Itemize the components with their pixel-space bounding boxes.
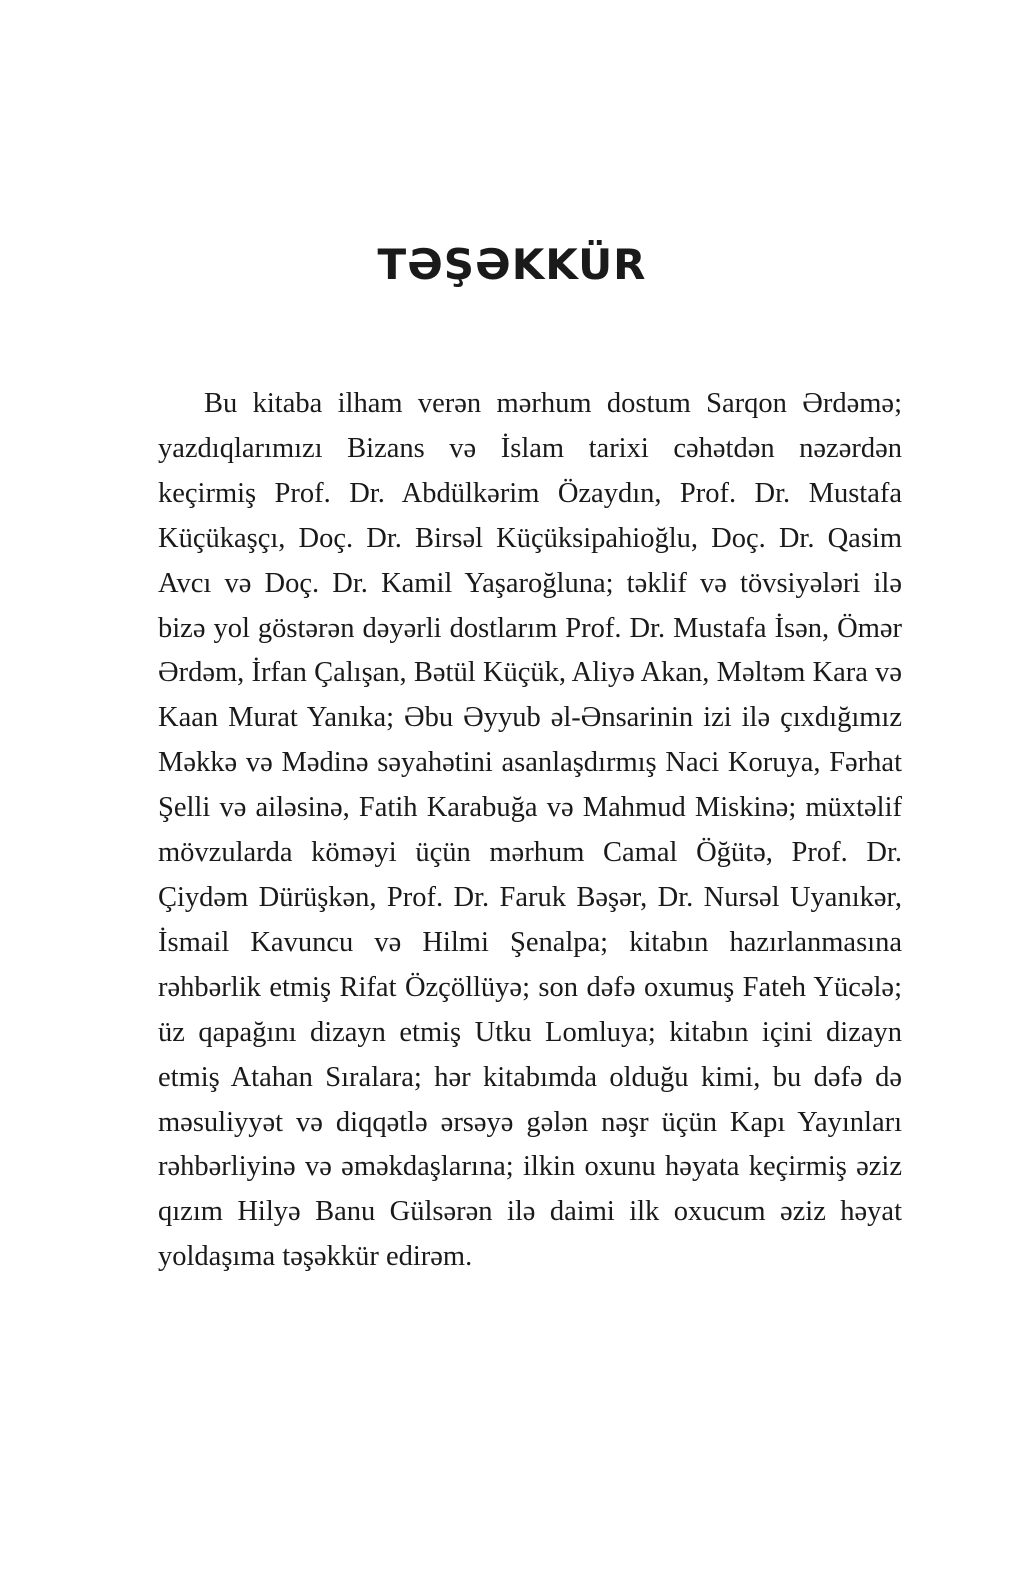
page-title: TƏŞƏKKÜR (377, 240, 647, 289)
acknowledgement-paragraph: Bu kitaba ilham verən mərhum dostum Sarqon Ərdəmə; yazdıqlarımızı Bizans və İslam tarixi cəhətdən nəzərdən keçirmiş Prof. Dr. Abdülkərim Özaydın, Prof. Dr. Mustafa Küçükaşçı, Doç. Dr. Birsəl Küçüksipahioğlu, Doç. Dr. Qasim Avcı və Doç. Dr. Kamil Yaşaroğluna; təklif və tövsiyələri ilə bizə yol göstərən dəyərli dostlarım Prof. Dr. Mustafa İsən, Ömər Ərdəm, İrfan Çalışan, Bətül Küçük, Aliyə Akan, Məltəm Kara və Kaan Murat Yanıka; Əbu Əyyub əl-Ənsarinin izi ilə çıxdığımız Məkkə və Mədinə səyahətini asanlaşdırmış Naci Koruya, Fərhat Şelli və ailəsinə, Fatih Karabuğa və Mahmud Miskinə; müxtəlif mövzularda köməyi üçün mərhum Camal Öğütə, Prof. Dr. Çiydəm Dürüşkən, Prof. Dr. Faruk Bəşər, Dr. Nursəl Uyanıkər, İsmail Kavuncu və Hilmi Şenalpa; kitabın hazırlanmasına rəhbərlik etmiş Rifat Özçöllüyə; son dəfə oxumuş Fateh Yücələ; üz qapağını dizayn etmiş Utku Lomluya; kitabın içini dizayn etmiş Atahan Sıralara; hər kitabımda olduğu kimi, bu dəfə də məsuliyyət və diqqətlə ərsəyə gələn nəşr üçün Kapı Yayınları rəhbərliyinə və əməkdaşlarına; ilkin oxunu həyata keçirmiş əziz qızım Hilyə Banu Gülsərən ilə daimi ilk oxucum əziz həyat yoldaşıma təşəkkür edirəm. (158, 388, 902, 1273)
